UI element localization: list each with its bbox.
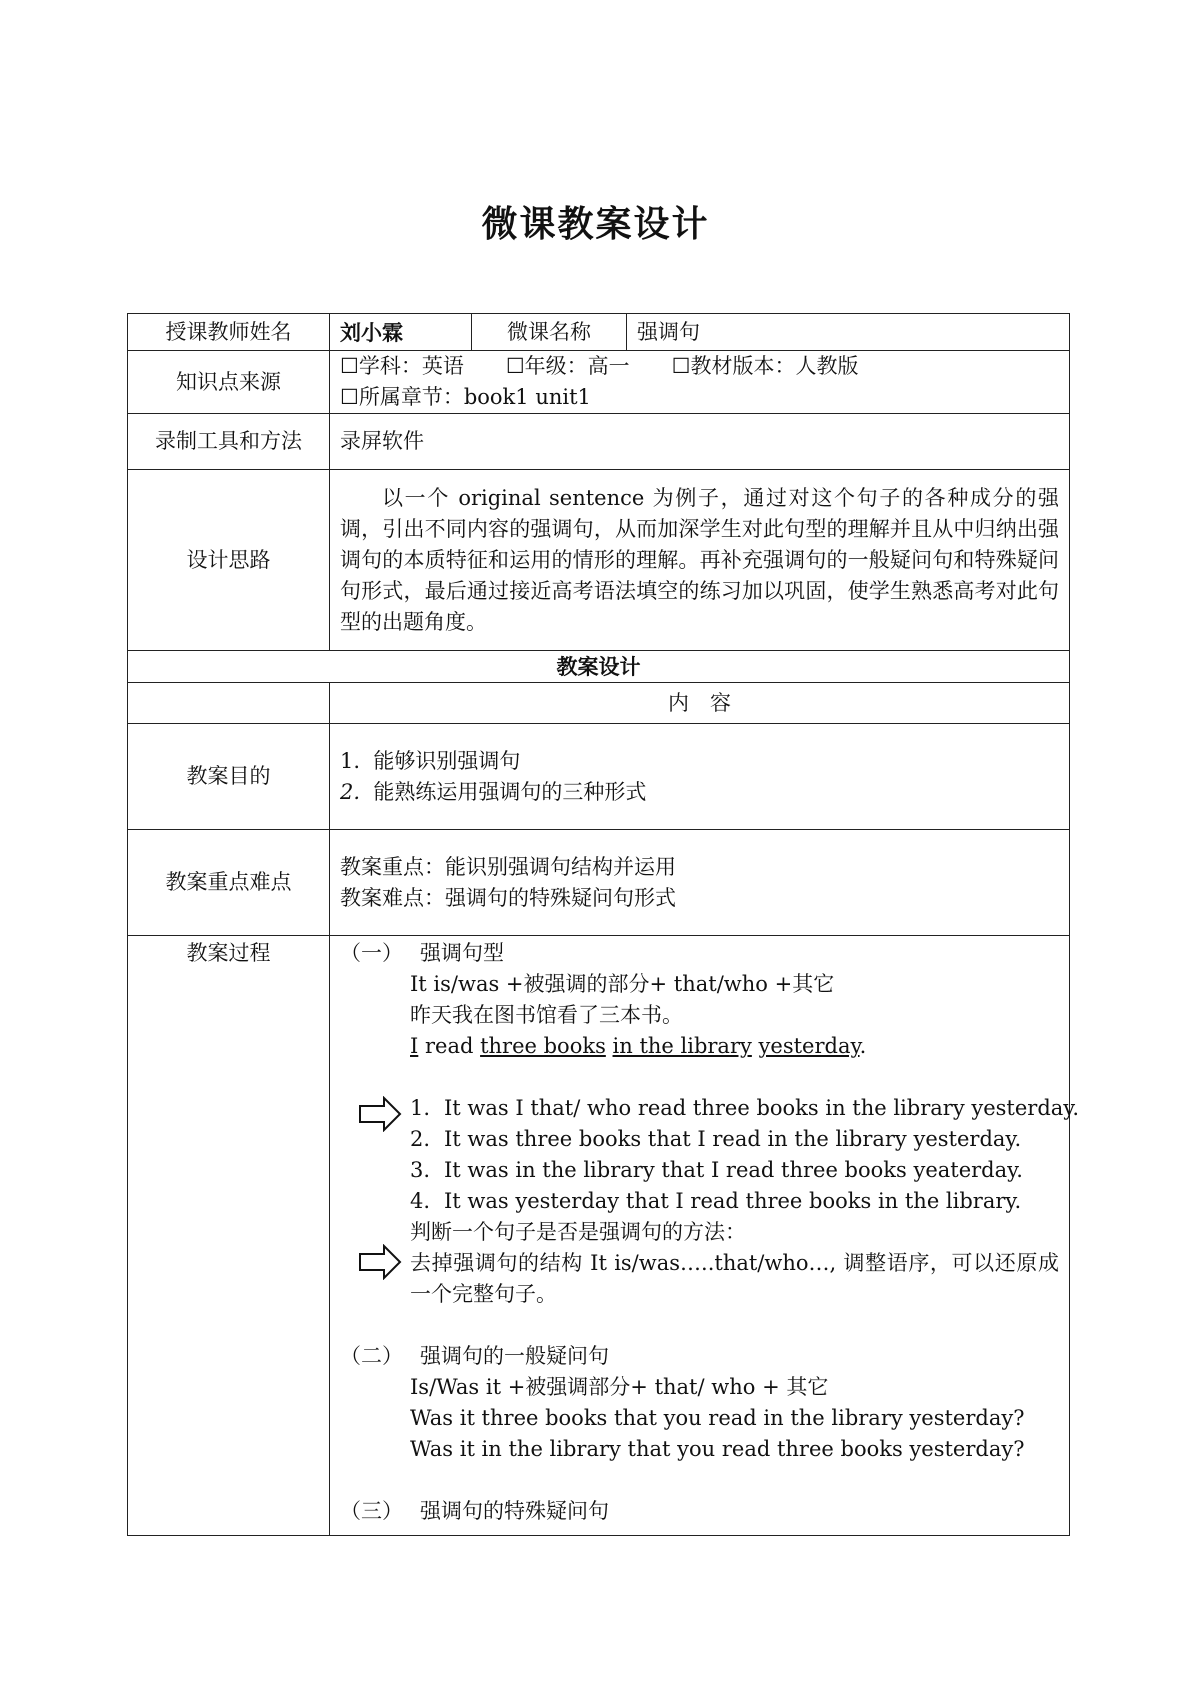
sentence-word: read (418, 1034, 481, 1058)
underlined-time: yesterday (758, 1034, 860, 1058)
question-example-1: Was it three books that you read in the library yesterday? (410, 1406, 1025, 1430)
section-title: 强调句的一般疑问句 (420, 1344, 609, 1368)
goal-item (340, 746, 1059, 777)
underlined-place: in the library (612, 1034, 752, 1058)
example-number: 3. (410, 1158, 431, 1182)
keypoint-row (128, 830, 1070, 936)
teacher-row (128, 314, 1070, 351)
process-content (330, 936, 1080, 1536)
spacer (340, 1062, 1059, 1093)
goal-number: 1. (340, 748, 361, 773)
tools-value: 录屏软件 (330, 414, 1070, 470)
idea-label: 设计思路 (128, 470, 330, 651)
source-line-1: ☐学科：英语 ☐年级：高一 ☐教材版本：人教版 (340, 354, 859, 378)
source-label: 知识点来源 (128, 351, 330, 414)
page-title: 微课教案设计 (481, 203, 710, 245)
content-header-row (128, 683, 1070, 724)
section-title: 强调句型 (420, 941, 504, 965)
sentence-space (606, 1034, 613, 1058)
sentence-space (752, 1034, 759, 1058)
keypoint-value (330, 830, 1070, 936)
question-pattern: Is/Was it +被强调部分+ that/ who + 其它 (410, 1375, 829, 1399)
idea-row (128, 470, 1070, 651)
example-item (340, 1186, 1059, 1217)
section-marker: （一） (340, 941, 403, 965)
process-row (128, 936, 1070, 1536)
goal-list (330, 724, 1070, 830)
keypoint-label: 教案重点难点 (128, 830, 330, 936)
example-number: 4. (410, 1189, 431, 1213)
right-arrow-icon (358, 1096, 402, 1132)
goal-text: 能够识别强调句 (373, 748, 521, 773)
source-line-2: ☐所属章节：book1 unit1 (340, 385, 591, 409)
example-text: It was yesterday that I read three books in the library. (444, 1189, 1022, 1213)
example-number: 1. (410, 1096, 431, 1120)
section-1-heading (340, 938, 1059, 969)
spacer (340, 1310, 1059, 1341)
goal-label: 教案目的 (128, 724, 330, 830)
goal-row (128, 724, 1070, 830)
example-item (340, 1124, 1059, 1155)
spacer (340, 1465, 1059, 1496)
question-example-2: Was it in the library that you read three books yesterday? (410, 1437, 1025, 1461)
sentence-period: . (859, 1034, 867, 1058)
content-header-blank (128, 683, 330, 724)
goal-item (340, 777, 1059, 808)
lesson-plan-table (127, 313, 1080, 1536)
method-text: 去掉强调句的结构 It is/was…..that/who…, 调整语序，可以还原成一个完整句子。 (410, 1251, 1059, 1306)
emphasis-pattern: It is/was +被强调的部分+ that/who +其它 (410, 972, 835, 996)
teacher-name: 刘小霖 (330, 314, 472, 351)
original-sentence (340, 1031, 1059, 1062)
section-marker: （三） (340, 1499, 403, 1523)
source-value (330, 351, 1070, 414)
method-title: 判断一个句子是否是强调句的方法： (410, 1220, 746, 1244)
section-marker: （二） (340, 1344, 403, 1368)
teacher-label: 授课教师姓名 (128, 314, 330, 351)
example-text: It was I that/ who read three books in the library yesterday. (444, 1096, 1080, 1120)
section-header: 教案设计 (128, 651, 1070, 683)
source-row (128, 351, 1070, 414)
content-header: 内 容 (330, 683, 1070, 724)
right-arrow-icon (358, 1244, 402, 1280)
example-number: 2. (410, 1127, 431, 1151)
goal-number: 2. (340, 779, 361, 804)
keypoint-focus: 教案重点：能识别强调句结构并运用 (340, 854, 676, 879)
tools-row (128, 414, 1070, 470)
section-2-heading (340, 1341, 1059, 1372)
idea-text: 以一个 original sentence 为例子，通过对这个句子的各种成分的强调，引出不同内容的强调句，从而加深学生对此句型的理解并且从中归纳出强调句的本质特征和运用的情形的理解。再补充强调句的一般疑问句和特殊疑问句形式，最后通过接近高考语法填空的练习加以巩固，使学生熟悉高考对此句型的出题角度。 (330, 470, 1070, 651)
example-chinese: 昨天我在图书馆看了三本书。 (410, 1003, 683, 1027)
section-header-row (128, 651, 1070, 683)
goal-text: 能熟练运用强调句的三种形式 (373, 779, 647, 804)
example-item (340, 1093, 1080, 1124)
keypoint-difficulty: 教案难点：强调句的特殊疑问句形式 (340, 885, 676, 910)
example-text: It was in the library that I read three books yeaterday. (444, 1158, 1023, 1182)
underlined-subject: I (410, 1034, 419, 1058)
example-item (340, 1155, 1059, 1186)
course-name: 强调句 (627, 314, 1070, 351)
process-label: 教案过程 (128, 936, 330, 1536)
section-title: 强调句的特殊疑问句 (420, 1499, 609, 1523)
underlined-object: three books (480, 1034, 606, 1058)
example-text: It was three books that I read in the library yesterday. (444, 1127, 1022, 1151)
section-3-heading (340, 1496, 1059, 1527)
course-name-label: 微课名称 (472, 314, 627, 351)
tools-label: 录制工具和方法 (128, 414, 330, 470)
